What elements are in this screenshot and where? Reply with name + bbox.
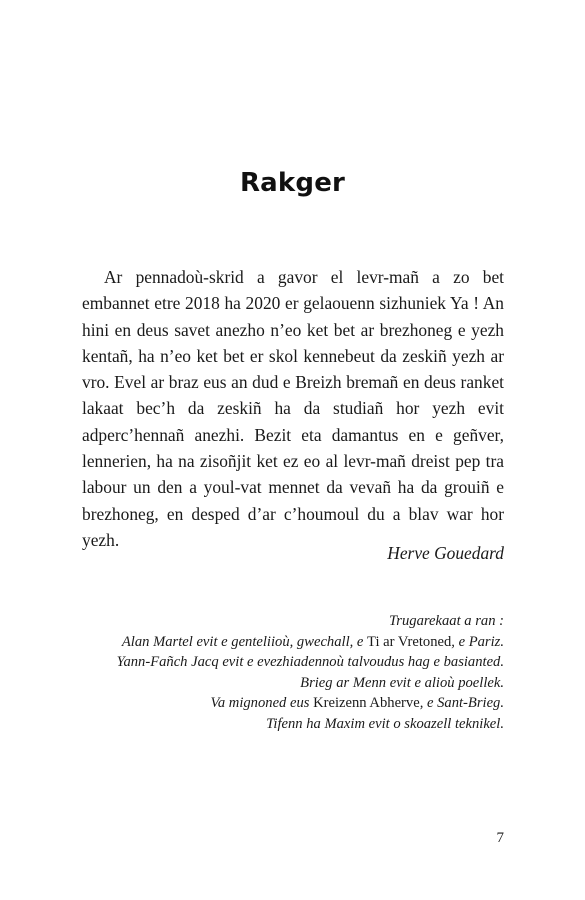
acknowledgement-text: Alan Martel evit e genteliioù, gwechall, e (121, 633, 368, 650)
acknowledgements-heading: Trugarekaat a ran : (389, 613, 504, 629)
acknowledgement-text: Va mignoned eus (210, 695, 314, 712)
page-number: 7 (496, 830, 504, 846)
acknowledgement-line (64, 693, 504, 714)
acknowledgement-text: , e Pariz. (451, 633, 504, 650)
acknowledgement-line: Tifenn ha Maxim evit o skoazell teknikel. (266, 715, 504, 732)
page-title: Rakger (239, 168, 346, 198)
acknowledgement-place: Ti ar Vretoned (367, 633, 452, 650)
author-signature: Herve Gouedard (387, 543, 504, 563)
body-paragraph: Ar pennadoù-skrid a gavor el levr-mañ a zo bet embannet etre 2018 ha 2020 er gelaouenn sizhuniek Ya ! An hini en deus savet anezho n’eo ket bet ar brezhoneg e yezh kentañ, ha n’eo ket bet er skol kennebeut da zeskiñ yezh ar vro. Evel ar braz eus an dud e Breizh bremañ en deus ranket lakaat bec’h da zeskiñ ha da studiañ hor yezh evit adperc’hennañ anezhi. Bezit eta damantus en e geñver, lennerien, ha na zisoñjit ket ez eo al levr-mañ dreist pep tra labour un den a youl-vat mennet da vevañ ha da grouiñ e brezhoneg, en desped d’ar c’houmoul du a blav war hor yezh. (82, 267, 504, 550)
acknowledgements (64, 611, 504, 735)
acknowledgement-line: Brieg ar Menn evit e alioù poellek. (300, 674, 504, 691)
acknowledgement-text: , e Sant-Brieg. (419, 695, 504, 712)
acknowledgement-line (64, 632, 504, 653)
acknowledgement-line: Yann-Fañch Jacq evit e evezhiadennoù talvoudus hag e basianted. (116, 654, 504, 671)
acknowledgement-place: Kreizenn Abherve (313, 695, 420, 712)
